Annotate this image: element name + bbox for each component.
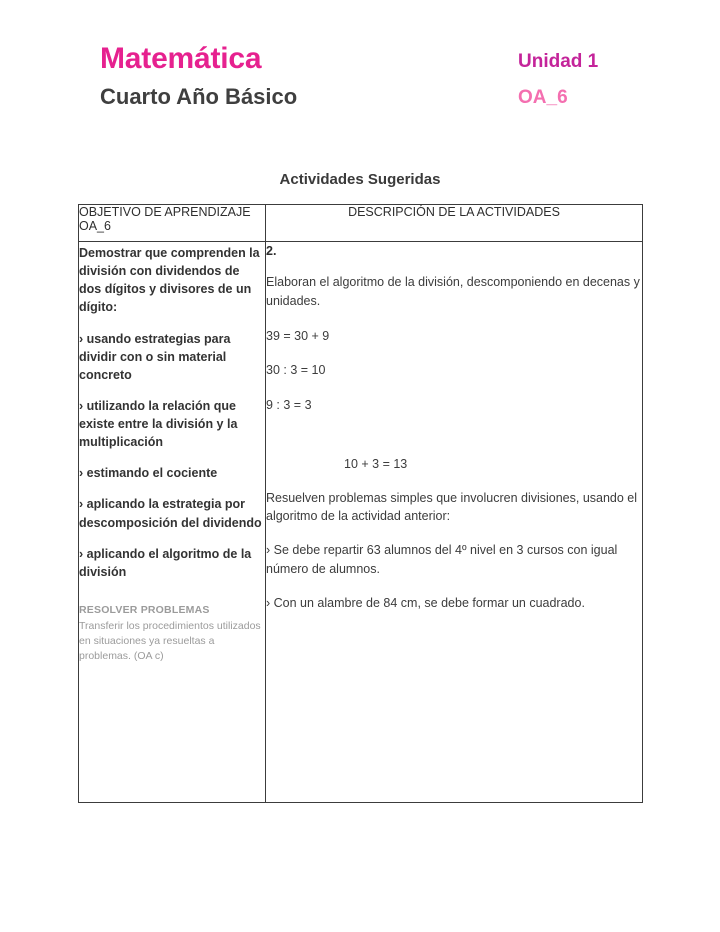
subject-title: Matemática <box>100 42 262 75</box>
activities-table <box>78 204 643 803</box>
problems-intro-text: Resuelven problemas simples que involucren divisiones, usando el algoritmo de la actividad anterior: <box>266 490 638 524</box>
objective-item: › estimando el cociente <box>79 466 218 481</box>
table-row <box>79 242 643 803</box>
objective-lead-text: Demostrar que comprenden la división con dividendos de dos dígitos y divisores de un dígito: <box>79 246 260 315</box>
table-header-row <box>79 205 643 242</box>
objective-item: › utilizando la relación que existe entre la división y la multiplicación <box>79 398 238 450</box>
problem-item: › Se debe repartir 63 alumnos del 4º nivel en 3 cursos con igual número de alumnos. <box>266 543 618 576</box>
column-header-description: DESCRIPCIÓN DE LA ACTIVIDADES <box>266 205 643 242</box>
objective-item: › aplicando la estrategia por descomposición del dividendo <box>79 497 262 530</box>
equation-line: 39 = 30 + 9 <box>266 328 330 343</box>
resolver-problemas-heading: RESOLVER PROBLEMAS <box>79 603 210 616</box>
grade-title: Cuarto Año Básico <box>100 84 298 109</box>
resolver-problemas-block <box>79 603 265 664</box>
column-header-objective: OBJETIVO DE APRENDIZAJE OA_6 <box>79 205 266 242</box>
description-cell <box>266 242 643 803</box>
equation-line: 9 : 3 = 3 <box>266 398 312 412</box>
activity-intro-text: Elaboran el algoritmo de la división, descomponiendo en decenas y unidades. <box>266 275 640 308</box>
problem-item: › Con un alambre de 84 cm, se debe formar un cuadrado. <box>266 595 585 610</box>
document-header <box>0 0 720 140</box>
objective-item: › usando estrategias para dividir con o sin material concreto <box>79 331 231 382</box>
result-equation: 10 + 3 = 13 <box>344 456 408 471</box>
page-title: Actividades Sugeridas <box>279 171 441 188</box>
unit-label: Unidad 1 <box>518 51 599 72</box>
activity-number: 2. <box>266 244 277 258</box>
resolver-problemas-body: Transferir los procedimientos utilizados en situaciones ya resueltas a problemas. (OA c) <box>79 619 261 662</box>
objective-cell <box>79 242 266 803</box>
equation-line: 30 : 3 = 10 <box>266 363 326 378</box>
objective-item: › aplicando el algoritmo de la división <box>79 546 252 579</box>
oa-code-label: OA_6 <box>518 87 568 108</box>
